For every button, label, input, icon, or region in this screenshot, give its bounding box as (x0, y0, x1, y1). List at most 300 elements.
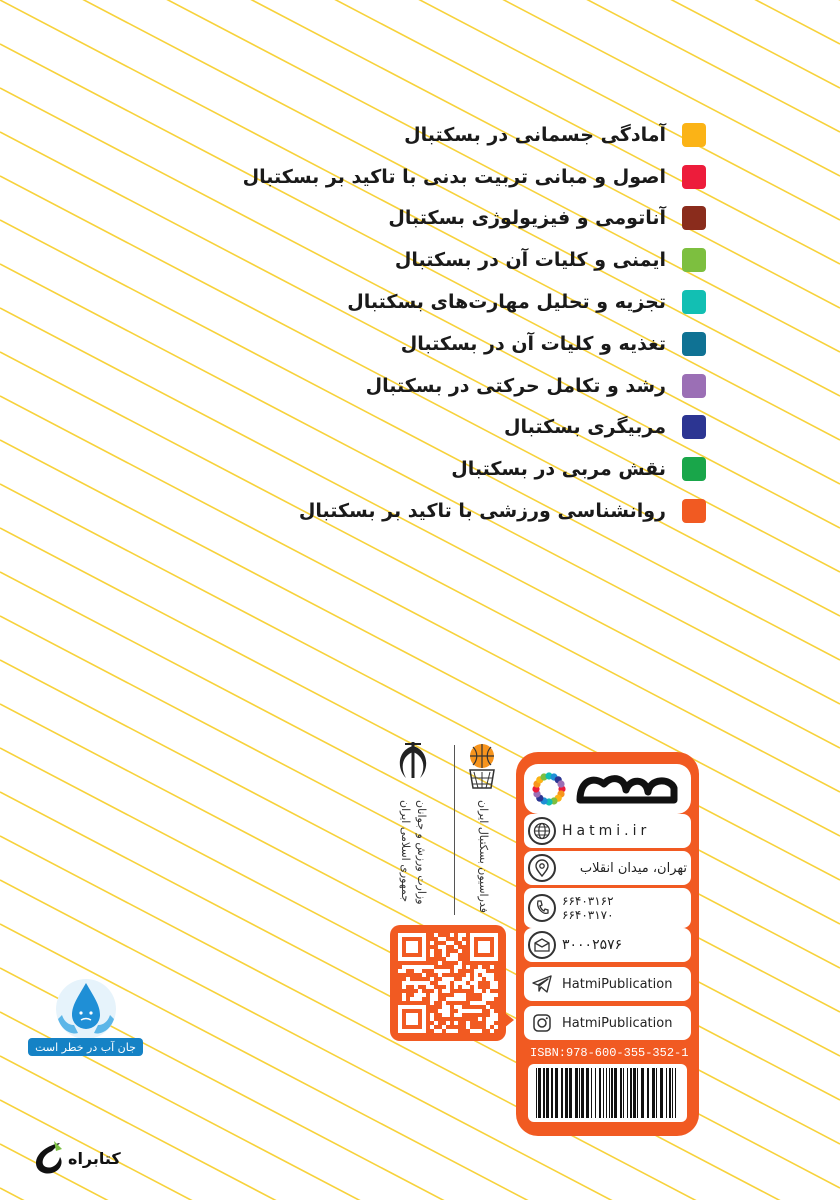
qr-module (402, 993, 406, 997)
qr-module (442, 969, 446, 973)
qr-module (462, 985, 466, 989)
publisher-card (516, 752, 699, 1136)
qr-module (462, 933, 466, 937)
location-icon (528, 854, 556, 882)
qr-module (438, 1009, 442, 1013)
qr-module (434, 1029, 438, 1033)
qr-module (482, 969, 486, 973)
qr-module (402, 985, 406, 989)
website-row[interactable] (524, 814, 691, 848)
qr-module (466, 1025, 470, 1029)
qr-module (442, 1013, 446, 1017)
qr-module (418, 993, 422, 997)
qr-module (434, 969, 438, 973)
qr-module (458, 961, 462, 965)
qr-module (418, 989, 422, 993)
qr-module (482, 993, 486, 997)
qr-module (454, 993, 458, 997)
barcode-bar (623, 1068, 624, 1118)
qr-module (478, 1029, 482, 1033)
barcode-bar (575, 1068, 578, 1118)
qr-module (486, 1005, 490, 1009)
qr-module (438, 1029, 442, 1033)
series-color-swatch (682, 123, 706, 147)
qr-module (450, 997, 454, 1001)
qr-module (414, 997, 418, 1001)
qr-module (462, 993, 466, 997)
qr-module (402, 969, 406, 973)
qr-module (418, 997, 422, 1001)
qr-pattern (398, 933, 498, 1033)
series-color-swatch (682, 499, 706, 523)
qr-module (458, 1005, 462, 1009)
series-item (106, 281, 706, 323)
qr-module (414, 965, 418, 969)
qr-module (442, 981, 446, 985)
store-logo-text: کتابراه (68, 1148, 121, 1168)
telegram-row[interactable] (524, 967, 691, 1001)
barcode-bar (630, 1068, 632, 1118)
qr-module (490, 1009, 494, 1013)
series-color-swatch (682, 374, 706, 398)
qr-module (430, 965, 434, 969)
qr-module (398, 969, 402, 973)
qr-module (458, 965, 462, 969)
barcode-bar (606, 1068, 607, 1118)
qr-module (462, 997, 466, 1001)
qr-module (446, 997, 450, 1001)
qr-finder (470, 933, 474, 961)
qr-module (462, 1009, 466, 1013)
qr-finder (398, 957, 426, 961)
series-color-swatch (682, 457, 706, 481)
barcode-bar (660, 1068, 663, 1118)
qr-module (474, 977, 478, 981)
barcode-bar (595, 1068, 596, 1118)
qr-module (478, 977, 482, 981)
series-title: اصول و مبانی تربیت بدنی با تاکید بر بسکتبال (242, 165, 666, 188)
flower-petal (557, 780, 564, 787)
qr-module (438, 969, 442, 973)
series-item (106, 323, 706, 365)
qr-module (478, 1017, 482, 1021)
barcode-bar (614, 1068, 617, 1118)
barcode-bar (620, 1068, 622, 1118)
qr-module (494, 993, 498, 997)
barcode-bar (603, 1068, 604, 1118)
qr-finder (470, 957, 498, 961)
qr-module (486, 977, 490, 981)
series-color-swatch (682, 165, 706, 189)
series-item (106, 407, 706, 449)
qr-module (430, 1017, 434, 1021)
globe-icon (528, 817, 556, 845)
qr-module (418, 965, 422, 969)
iran-emblem-icon (390, 738, 436, 784)
qr-module (450, 953, 454, 957)
qr-module (490, 981, 494, 985)
qr-finder (398, 1005, 426, 1009)
qr-module (442, 1025, 446, 1029)
qr-module (418, 981, 422, 985)
qr-finder (422, 933, 426, 961)
barcode-bar (586, 1068, 589, 1118)
qr-module (446, 1005, 450, 1009)
qr-module (402, 997, 406, 1001)
qr-module (454, 969, 458, 973)
qr-module (474, 1029, 478, 1033)
qr-module (466, 1021, 470, 1025)
publisher-logo-row (524, 764, 691, 814)
instagram-handle: HatmiPublication (562, 1015, 673, 1031)
barcode-bar (565, 1068, 568, 1118)
qr-module (494, 981, 498, 985)
barcode-bar (647, 1068, 649, 1118)
series-item (106, 239, 706, 281)
qr-module (454, 965, 458, 969)
telegram-handle: HatmiPublication (562, 976, 673, 992)
qr-module (430, 1025, 434, 1029)
phone-row[interactable] (524, 888, 691, 928)
series-title: آمادگی جسمانی در بسکتبال (404, 123, 666, 146)
qr-module (442, 1009, 446, 1013)
qr-module (494, 1017, 498, 1021)
envelope-icon (528, 931, 556, 959)
water-campaign-badge (28, 975, 143, 1060)
qr-module (434, 1021, 438, 1025)
qr-finder (494, 933, 498, 961)
barcode (528, 1064, 687, 1122)
water-campaign-label: جان آب در خطر است (28, 1038, 143, 1056)
qr-module (454, 957, 458, 961)
qr-module (454, 953, 458, 957)
qr-module (490, 1029, 494, 1033)
series-title: آناتومی و فیزیولوژی بسکتبال (388, 207, 666, 230)
isbn-text: ISBN:978-600-355-352-1 (530, 1046, 689, 1060)
qr-module (438, 945, 442, 949)
qr-module (458, 933, 462, 937)
qr-module (466, 973, 470, 977)
qr-module (414, 993, 418, 997)
qr-module (406, 977, 410, 981)
qr-module (438, 981, 442, 985)
qr-finder (478, 941, 490, 953)
qr-module (490, 993, 494, 997)
qr-module (474, 1009, 478, 1013)
qr-module (414, 981, 418, 985)
qr-module (490, 997, 494, 1001)
barcode-bar (637, 1068, 638, 1118)
series-title: تغذیه و کلیات آن در بسکتبال (400, 332, 666, 355)
barcode-bar (551, 1068, 553, 1118)
flower-center (542, 782, 556, 796)
series-color-swatch (682, 248, 706, 272)
qr-module (482, 973, 486, 977)
qr-module (490, 1017, 494, 1021)
qr-module (426, 981, 430, 985)
qr-finder (470, 933, 498, 937)
qr-module (494, 1013, 498, 1017)
barcode-bar (611, 1068, 613, 1118)
qr-module (458, 997, 462, 1001)
qr-module (422, 993, 426, 997)
phone-icon (528, 894, 556, 922)
qr-module (454, 997, 458, 1001)
series-color-swatch (682, 332, 706, 356)
drop-icon (48, 975, 124, 1041)
qr-module (442, 953, 446, 957)
qr-module (430, 997, 434, 1001)
qr-module (450, 977, 454, 981)
qr-module (458, 1013, 462, 1017)
qr-module (406, 981, 410, 985)
publisher-wordmark (574, 770, 686, 808)
qr-module (402, 981, 406, 985)
sms-number: ۳۰۰۰۲۵۷۶ (562, 937, 623, 953)
qr-module (446, 981, 450, 985)
background-stripe (0, 1100, 840, 1200)
series-item (106, 448, 706, 490)
address-text: تهران، میدان انقلاب (579, 860, 687, 876)
ministry-line2: وزارت ورزش و جوانان (415, 800, 428, 905)
series-title: روانشناسی ورزشی با تاکید بر بسکتبال (298, 500, 666, 523)
qr-module (466, 1009, 470, 1013)
qr-module (442, 949, 446, 953)
emblem-divider (454, 745, 455, 915)
series-title: نقش مربی در بسکتبال (451, 458, 666, 481)
qr-module (446, 1009, 450, 1013)
qr-module (486, 997, 490, 1001)
barcode-bar (538, 1068, 541, 1118)
ministry-line1: جمهوری اسلامی ایران (399, 800, 412, 903)
qr-module (474, 969, 478, 973)
qr-module (482, 997, 486, 1001)
barcode-bar (672, 1068, 673, 1118)
qr-module (462, 981, 466, 985)
qr-module (446, 957, 450, 961)
qr-finder (422, 1005, 426, 1033)
qr-finder (398, 1029, 426, 1033)
qr-module (438, 937, 442, 941)
qr-module (430, 949, 434, 953)
qr-module (474, 989, 478, 993)
qr-module (446, 985, 450, 989)
qr-module (414, 985, 418, 989)
barcode-bar (555, 1068, 558, 1118)
phone-1: ۶۶۴۰۳۱۶۲ (562, 894, 614, 908)
qr-module (446, 989, 450, 993)
qr-module (454, 1029, 458, 1033)
qr-module (430, 977, 434, 981)
qr-module (430, 1001, 434, 1005)
qr-module (474, 1001, 478, 1005)
qr-module (474, 981, 478, 985)
qr-module (426, 985, 430, 989)
qr-module (450, 941, 454, 945)
qr-module (414, 969, 418, 973)
series-title: مربیگری بسکتبال (503, 416, 666, 439)
qr-pointer (504, 1012, 514, 1028)
basketball-icon (464, 742, 500, 790)
qr-module (410, 965, 414, 969)
qr-module (478, 1001, 482, 1005)
qr-module (418, 969, 422, 973)
barcode-bar (656, 1068, 657, 1118)
qr-module (462, 977, 466, 981)
barcode-bar (633, 1068, 636, 1118)
qr-module (446, 1013, 450, 1017)
series-item (106, 198, 706, 240)
qr-module (430, 953, 434, 957)
series-color-swatch (682, 290, 706, 314)
qr-module (470, 1029, 474, 1033)
barcode-bar (536, 1068, 537, 1118)
qr-module (478, 989, 482, 993)
qr-module (442, 989, 446, 993)
qr-module (442, 1001, 446, 1005)
qr-module (438, 973, 442, 977)
qr-module (458, 937, 462, 941)
barcode-bar (546, 1068, 549, 1118)
series-item (106, 490, 706, 532)
phone-numbers (562, 888, 687, 928)
qr-module (466, 965, 470, 969)
qr-module (454, 1005, 458, 1009)
series-color-swatch (682, 206, 706, 230)
qr-module (494, 1025, 498, 1029)
qr-module (474, 985, 478, 989)
qr-module (450, 957, 454, 961)
qr-module (486, 1017, 490, 1021)
barcode-bar (675, 1068, 676, 1118)
qr-module (458, 993, 462, 997)
qr-module (442, 945, 446, 949)
qr-module (486, 1021, 490, 1025)
qr-module (454, 981, 458, 985)
qr-module (442, 937, 446, 941)
flower-logo-icon (530, 770, 568, 808)
qr-module (466, 977, 470, 981)
qr-module (422, 973, 426, 977)
qr-module (494, 985, 498, 989)
series-item (106, 365, 706, 407)
barcode-bar (641, 1068, 644, 1118)
barcode-bar (627, 1068, 628, 1118)
qr-module (402, 965, 406, 969)
phone-2: ۶۶۴۰۳۱۷۰ (562, 908, 614, 922)
qr-module (450, 933, 454, 937)
qr-module (486, 993, 490, 997)
qr-module (446, 1021, 450, 1025)
qr-module (490, 973, 494, 977)
qr-module (482, 1001, 486, 1005)
instagram-row[interactable] (524, 1006, 691, 1040)
qr-module (446, 969, 450, 973)
qr-finder (406, 1013, 418, 1025)
qr-module (454, 945, 458, 949)
barcode-bar (543, 1068, 545, 1118)
qr-module (410, 997, 414, 1001)
website-text: Hatmi.ir (562, 823, 651, 839)
qr-module (458, 981, 462, 985)
instagram-icon (528, 1009, 556, 1037)
qr-module (434, 989, 438, 993)
barcode-bar (569, 1068, 572, 1118)
series-item (106, 114, 706, 156)
qr-finder (398, 933, 402, 961)
qr-module (446, 1029, 450, 1033)
qr-module (434, 997, 438, 1001)
qr-module (490, 985, 494, 989)
address-row (524, 851, 691, 885)
qr-module (430, 993, 434, 997)
qr-module (446, 977, 450, 981)
qr-module (454, 985, 458, 989)
qr-module (442, 1005, 446, 1009)
store-logo-icon (30, 1139, 68, 1177)
qr-module (462, 941, 466, 945)
qr-module (454, 1021, 458, 1025)
qr-module (486, 973, 490, 977)
store-logo[interactable] (30, 1138, 125, 1178)
series-title: ایمنی و کلیات آن در بسکتبال (394, 249, 666, 272)
barcode-bar (652, 1068, 655, 1118)
qr-module (474, 973, 478, 977)
telegram-icon (528, 970, 556, 998)
qr-module (450, 1029, 454, 1033)
qr-module (490, 965, 494, 969)
qr-module (422, 965, 426, 969)
barcode-bar (609, 1068, 610, 1118)
sms-row[interactable] (524, 928, 691, 962)
qr-module (434, 933, 438, 937)
series-title: رشد و تکامل حرکتی در بسکتبال (365, 374, 666, 397)
series-item (106, 156, 706, 198)
background-stripe (0, 1144, 840, 1200)
qr-module (430, 941, 434, 945)
qr-module (466, 985, 470, 989)
qr-module (454, 1013, 458, 1017)
barcode-bar (591, 1068, 592, 1118)
qr-module (438, 961, 442, 965)
qr-module (410, 981, 414, 985)
qr-module (490, 1013, 494, 1017)
qr-module (426, 965, 430, 969)
barcode-bar (599, 1068, 601, 1118)
barcode-bar (666, 1068, 667, 1118)
qr-module (490, 977, 494, 981)
federation-label: فدراسیون بسکتبال ایران (477, 800, 490, 913)
barcode-bar (561, 1068, 563, 1118)
qr-module (430, 985, 434, 989)
qr-module (406, 965, 410, 969)
qr-module (490, 1021, 494, 1025)
qr-module (442, 977, 446, 981)
qr-module (430, 1013, 434, 1017)
qr-module (470, 1001, 474, 1005)
qr-finder (406, 941, 418, 953)
qr-finder (398, 1005, 402, 1033)
qr-module (486, 989, 490, 993)
barcode-bar (669, 1068, 671, 1118)
qr-code[interactable] (390, 925, 506, 1041)
qr-module (458, 1009, 462, 1013)
qr-module (458, 949, 462, 953)
barcode-bar (579, 1068, 580, 1118)
qr-module (470, 1009, 474, 1013)
background-stripe (0, 1188, 840, 1200)
qr-module (478, 965, 482, 969)
